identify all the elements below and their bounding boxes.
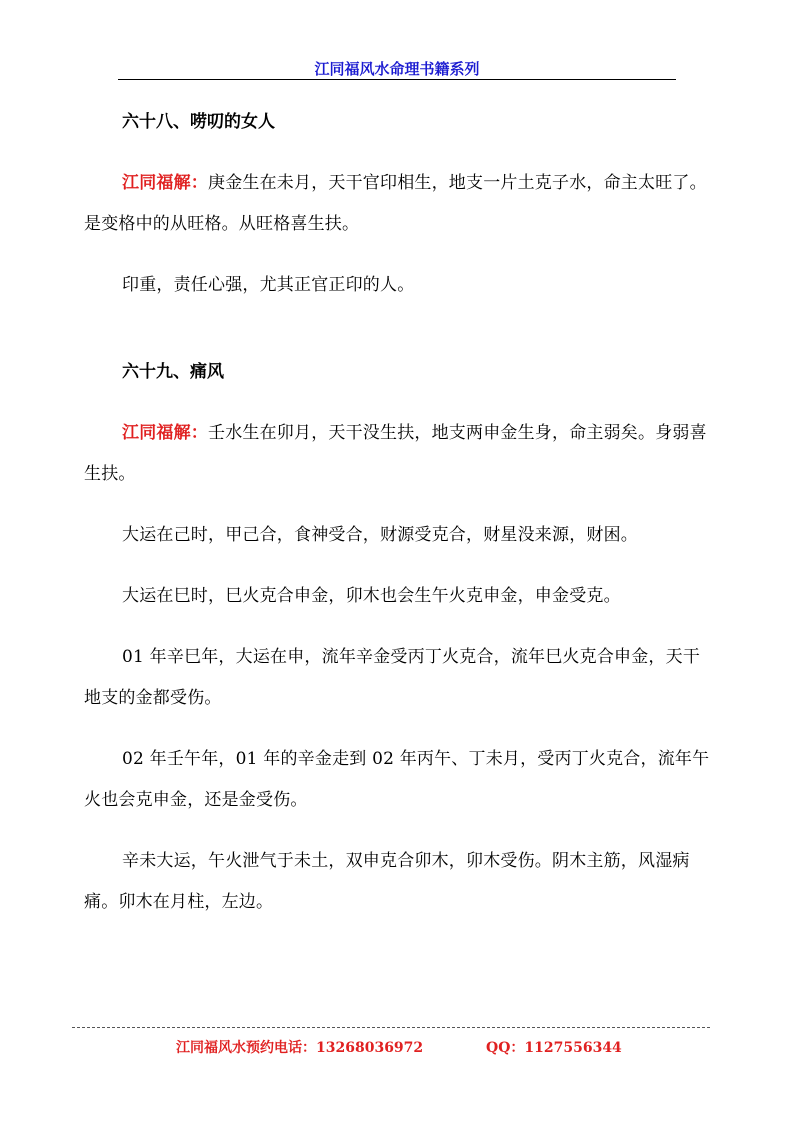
document-body	[84, 106, 710, 943]
paragraph	[84, 265, 710, 306]
paragraph-text: 01 年辛巳年，大运在申，流年辛金受丙丁火克合，流年巳火克合申金，天干地支的金都受伤。	[84, 647, 701, 708]
paragraph-text: 大运在巳时，巳火克合申金，卯木也会生午火克申金，申金受克。	[122, 586, 621, 606]
paragraph-text: 庚金生在未月，天干官印相生，地支一片土克子水，命主太旺了。是变格中的从旺格。从旺格喜生扶。	[84, 173, 707, 234]
paragraph	[84, 413, 710, 495]
paragraph-lead: 江同福解：	[122, 423, 208, 443]
paragraph	[84, 841, 710, 923]
header-divider	[118, 79, 676, 80]
paragraph	[84, 739, 710, 821]
paragraph-text: 印重，责任心强，尤其正官正印的人。	[122, 275, 415, 295]
footer-phone: 江同福风水预约电话：13268036972	[176, 1040, 424, 1056]
paragraph	[84, 515, 710, 556]
header-title: 江同福风水命理书籍系列	[314, 60, 480, 78]
footer-qq: QQ：1127556344	[486, 1040, 622, 1056]
paragraph	[84, 637, 710, 719]
paragraph-lead: 江同福解：	[122, 173, 208, 193]
section-title: 六十八、唠叨的女人	[122, 112, 275, 132]
paragraph	[84, 576, 710, 617]
paragraph-text: 大运在己时，甲己合，食神受合，财源受克合，财星没来源，财困。	[122, 525, 638, 545]
paragraph-text: 02 年壬午年，01 年的辛金走到 02 年丙午、丁未月，受丙丁火克合，流年午火也会克申金，还是金受伤。	[84, 749, 710, 810]
paragraph-text: 辛未大运，午火泄气于未土，双申克合卯木，卯木受伤。阴木主筋，风湿病痛。卯木在月柱，左边。	[84, 851, 690, 912]
section-title: 六十九、痛风	[122, 362, 224, 382]
footer-divider	[72, 1027, 710, 1028]
paragraph-text: 壬水生在卯月，天干没生扶，地支两申金生身，命主弱矣。身弱喜生扶。	[84, 423, 707, 484]
paragraph	[84, 163, 710, 245]
